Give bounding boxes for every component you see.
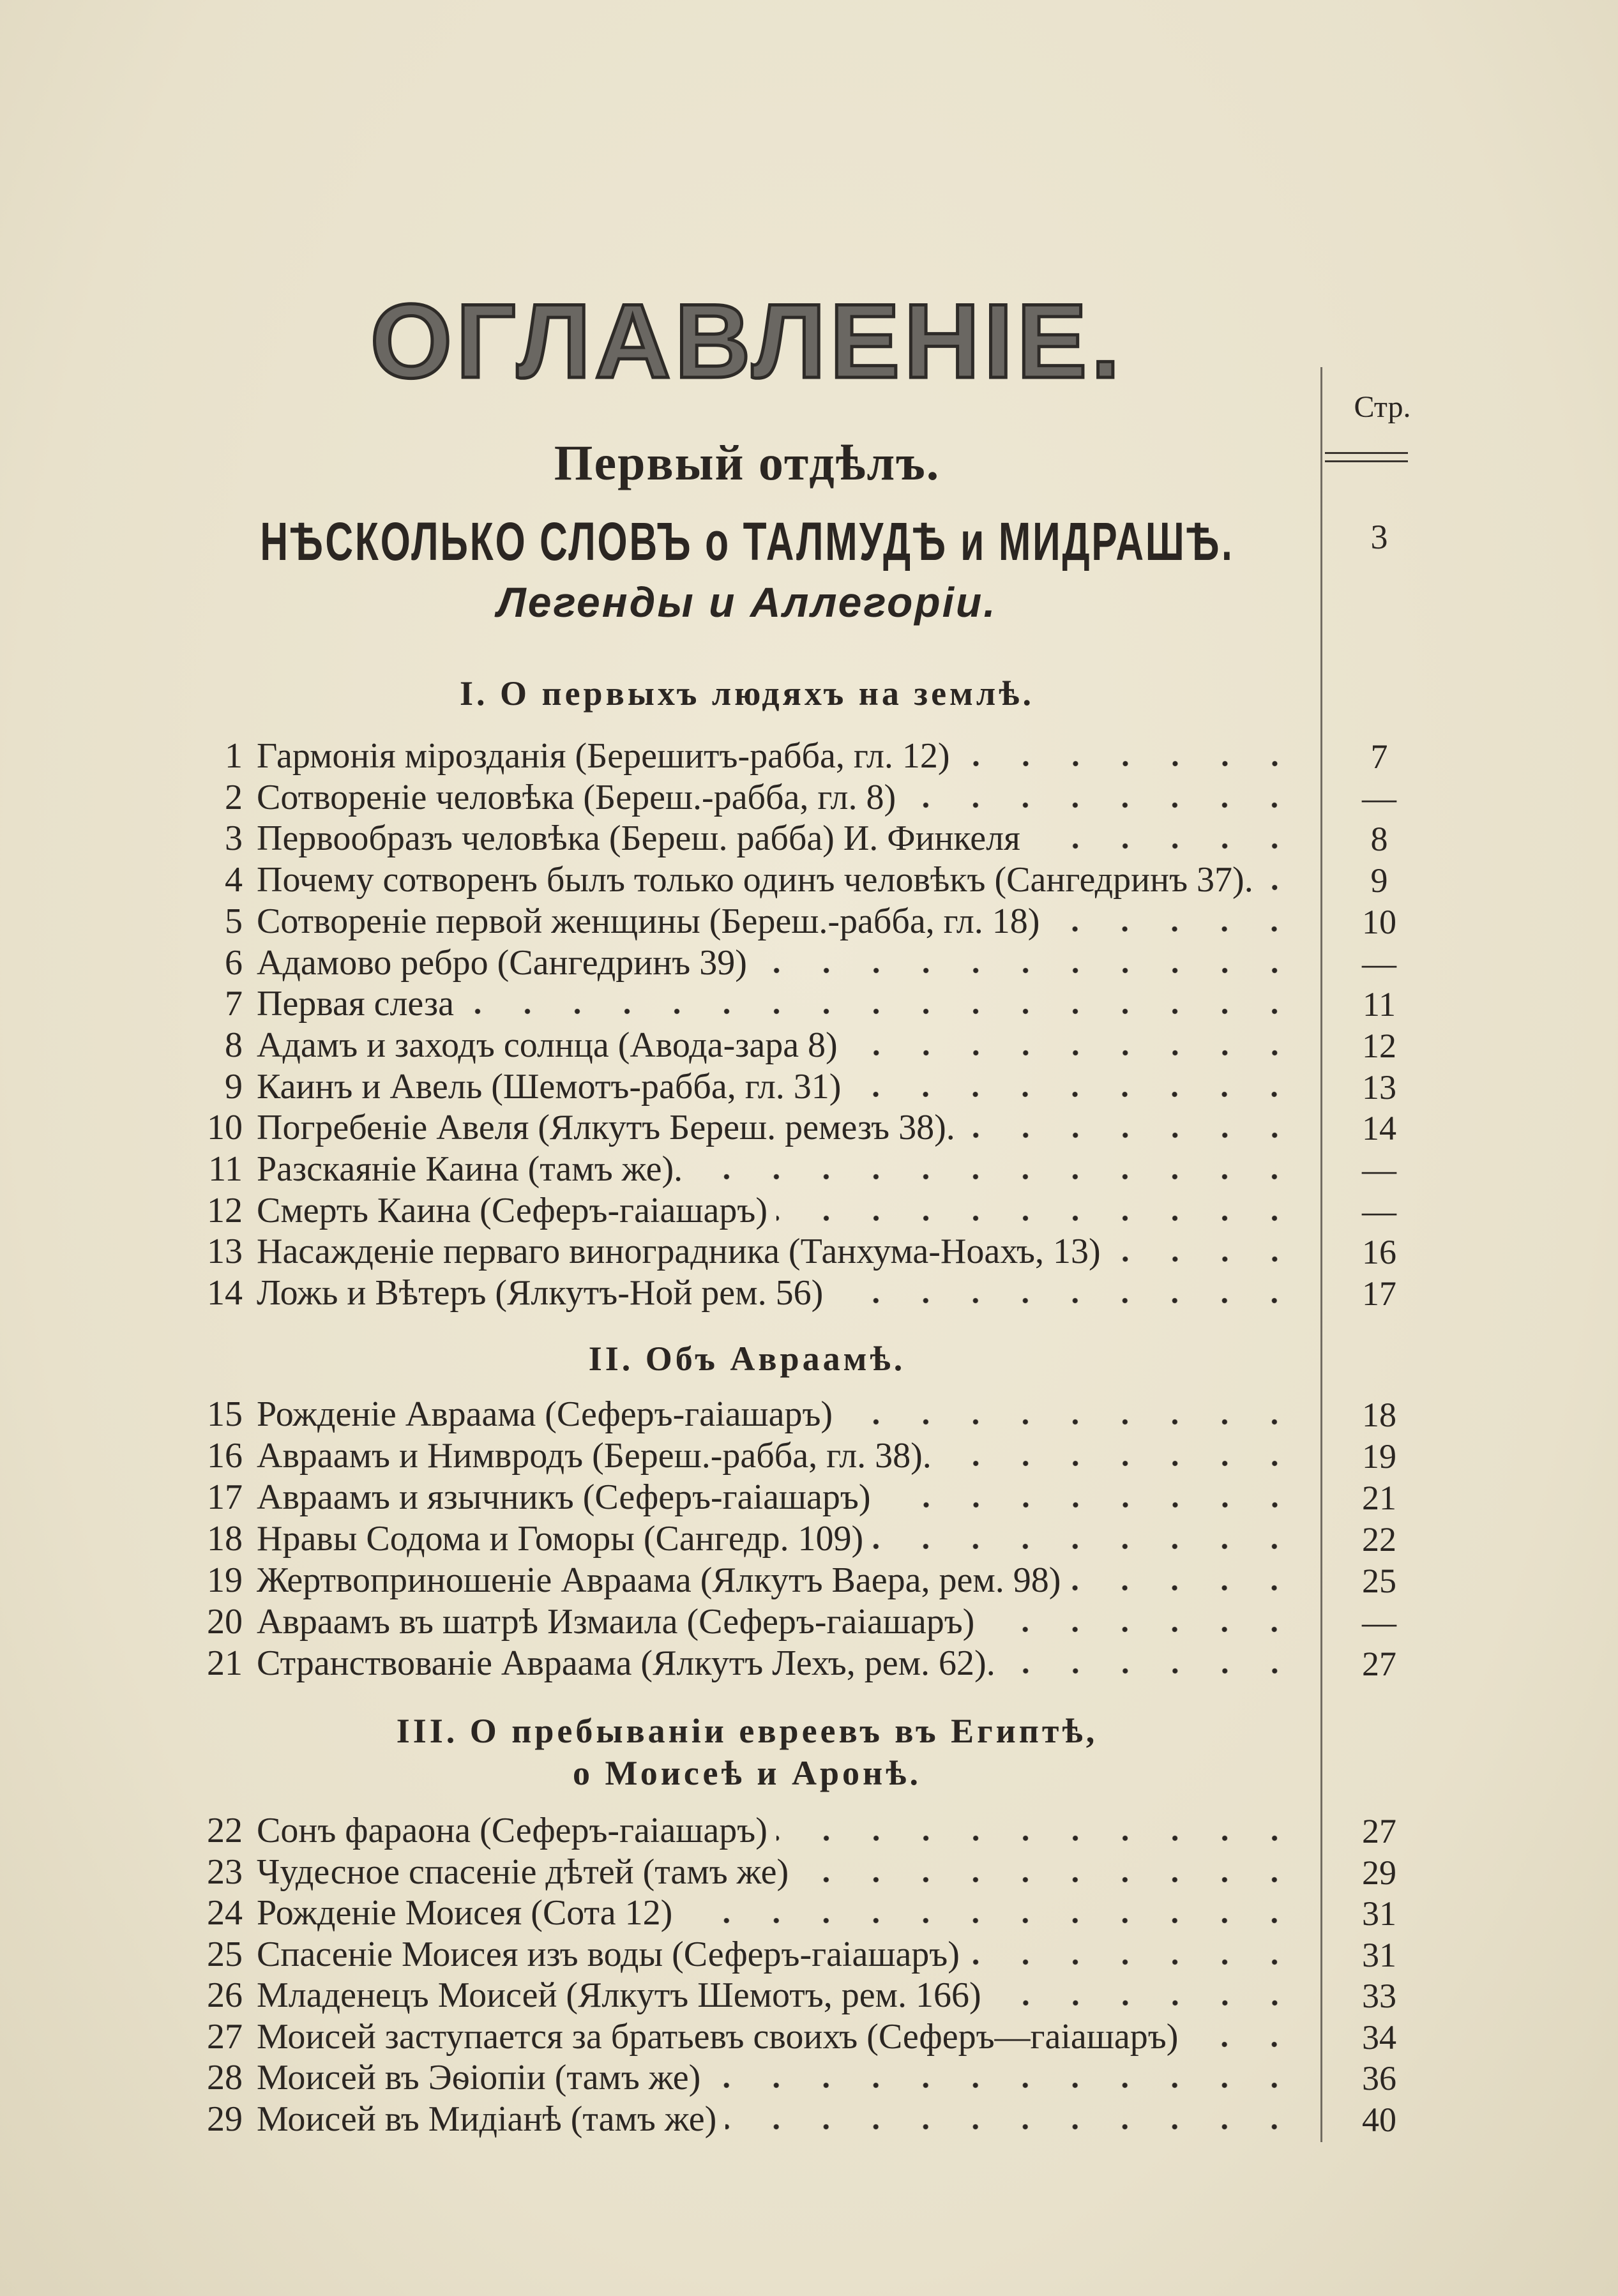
dot-leader — [709, 2080, 1299, 2090]
dot-leader — [798, 1875, 1299, 1885]
toc-entry — [172, 1477, 1299, 1518]
dot-leader — [776, 1833, 1299, 1843]
page-column-label: Стр. — [1354, 390, 1411, 424]
toc-entry — [172, 2016, 1299, 2057]
dot-leader — [692, 1172, 1299, 1182]
dot-leader — [1262, 882, 1299, 893]
entry-page-number: 34 — [1362, 2018, 1396, 2057]
entry-title: Первообразъ человѣка (Береш. рабба) И. Финкеля — [257, 819, 1020, 859]
entry-title: Сотвореніе человѣка (Береш.-рабба, гл. 8) — [257, 777, 896, 817]
entry-number: 25 — [207, 1934, 243, 1974]
entry-number: 4 — [225, 860, 243, 900]
entry-number: 6 — [225, 942, 243, 983]
toc-entry — [172, 1934, 1299, 1975]
entry-title: Спасеніе Моисея изъ воды (Сеферъ-гаіашаръ) — [257, 1934, 960, 1974]
entry-page-number: 22 — [1362, 1520, 1396, 1559]
dot-leader — [964, 1130, 1299, 1140]
entry-number: 17 — [207, 1477, 243, 1517]
entry-title: Адамово ребро (Сангедринъ 39) — [257, 942, 747, 983]
entry-title: Первая слеза — [257, 984, 454, 1024]
entry-title: Почему сотворенъ былъ только одинъ человѣкъ (Сангедринъ 37). — [257, 860, 1253, 900]
entry-title: Насажденіе перваго виноградника (Танхума-Ноахъ, 13) — [257, 1232, 1101, 1272]
dot-leader — [1110, 1254, 1299, 1264]
entry-title: Моисей заступается за братьевъ своихъ (Сеферъ—гаіашаръ) — [257, 2016, 1179, 2057]
entry-page-number: 27 — [1362, 1645, 1396, 1683]
entry-page-number: — — [1362, 1603, 1396, 1642]
toc-entry — [172, 777, 1299, 818]
page-title: ОГЛАВЛЕНІЕ. — [370, 282, 1124, 400]
entry-page-number: 10 — [1362, 902, 1396, 941]
entry-title: Нравы Содома и Гоморы (Сангедр. 109) — [257, 1519, 864, 1559]
dot-leader — [983, 1624, 1299, 1635]
entry-number: 2 — [225, 777, 243, 817]
toc-entry — [172, 1852, 1299, 1892]
toc-entry — [172, 1560, 1299, 1601]
entry-number: 15 — [207, 1394, 243, 1434]
toc-entry — [172, 1518, 1299, 1559]
entry-number: 14 — [207, 1273, 243, 1313]
toc-entry — [172, 901, 1299, 942]
toc-entry — [172, 983, 1299, 1024]
entry-title: Авраамъ и язычникъ (Сеферъ-гаіашаръ) — [257, 1477, 871, 1517]
entry-title: Смерть Каина (Сеферъ-гаіашаръ) — [257, 1190, 767, 1230]
entry-number: 22 — [207, 1811, 243, 1850]
toc-entry — [172, 1394, 1299, 1435]
entry-number: 13 — [207, 1232, 243, 1272]
entry-page-number: 16 — [1362, 1233, 1396, 1272]
entry-page-number: — — [1362, 1151, 1396, 1189]
entry-page-number: 40 — [1362, 2100, 1396, 2139]
section-title: о Моисеѣ и Аронѣ. — [572, 1754, 922, 1792]
entry-page-number: — — [1362, 778, 1396, 817]
dot-leader — [725, 2122, 1299, 2132]
toc-entry — [172, 1892, 1299, 1933]
entry-title: Странствованіе Авраама (Ялкутъ Лехъ, рем. 62). — [257, 1643, 995, 1683]
dot-leader — [872, 1541, 1299, 1552]
entry-page-number: 25 — [1362, 1562, 1396, 1600]
entry-page-number: 7 — [1370, 737, 1388, 776]
entry-page-number: 12 — [1362, 1026, 1396, 1065]
toc-entry — [172, 1190, 1299, 1231]
entry-page-number: 11 — [1363, 985, 1396, 1024]
entry-page-number: — — [1362, 944, 1396, 983]
entry-title: Разскаяніе Каина (тамъ же). — [257, 1149, 683, 1189]
section-title: III. О пребываніи евреевъ въ Египтѣ, — [396, 1712, 1098, 1750]
heading-page-number: 3 — [1370, 518, 1388, 556]
toc-entry — [172, 736, 1299, 776]
entry-number: 1 — [225, 736, 243, 776]
entry-number: 12 — [207, 1190, 243, 1230]
heading: НѢСКОЛЬКО СЛОВЪ о ТАЛМУДѢ и МИДРАШѢ. — [260, 511, 1234, 571]
toc-entry — [172, 942, 1299, 983]
toc-entry — [172, 2099, 1299, 2140]
toc-entry — [172, 1231, 1299, 1272]
entry-number: 7 — [225, 984, 243, 1024]
entry-number: 28 — [207, 2058, 243, 2097]
dot-leader — [941, 1458, 1299, 1469]
entry-page-number: 31 — [1362, 1894, 1396, 1933]
entry-number: 11 — [208, 1149, 243, 1189]
entry-number: 27 — [207, 2016, 243, 2057]
entry-title: Погребеніе Авеля (Ялкутъ Береш. ремезъ 38). — [257, 1108, 955, 1148]
page-column-rule — [1320, 367, 1322, 2142]
toc-entry — [172, 818, 1299, 859]
section-title: II. Объ Авраамѣ. — [588, 1340, 906, 1378]
entry-title: Рожденіе Авраама (Сеферъ-гаіашаръ) — [257, 1394, 833, 1434]
dot-leader — [847, 1048, 1299, 1058]
dot-leader — [1070, 1583, 1299, 1593]
entry-page-number: 14 — [1362, 1109, 1396, 1148]
toc-entry — [172, 1810, 1299, 1851]
subheading: Легенды и Аллегоріи. — [497, 578, 997, 626]
entry-number: 18 — [207, 1519, 243, 1559]
entry-page-number: 27 — [1362, 1812, 1396, 1850]
toc-entry — [172, 1025, 1299, 1066]
entry-number: 10 — [207, 1108, 243, 1148]
dot-leader — [776, 1213, 1299, 1223]
entry-number: 23 — [207, 1852, 243, 1892]
entry-page-number: 31 — [1362, 1935, 1396, 1974]
toc-entry — [172, 2057, 1299, 2098]
entry-number: 19 — [207, 1560, 243, 1600]
entry-page-number: 19 — [1362, 1437, 1396, 1476]
entry-page-number: 36 — [1362, 2059, 1396, 2097]
entry-title: Младенецъ Моисей (Ялкутъ Шемотъ, рем. 166) — [257, 1975, 981, 2015]
toc-entry — [172, 1107, 1299, 1148]
entry-title: Жертвоприношеніе Авраама (Ялкутъ Ваера, рем. 98) — [257, 1560, 1061, 1600]
entry-page-number: — — [1362, 1191, 1396, 1230]
entry-number: 24 — [207, 1893, 243, 1933]
dot-leader — [969, 1957, 1299, 1967]
toc-entry — [172, 1643, 1299, 1684]
dot-leader — [832, 1295, 1299, 1306]
dot-leader — [959, 759, 1299, 769]
toc-entry — [172, 1066, 1299, 1107]
entry-title: Авраамъ и Нимвродъ (Береш.-рабба, гл. 38). — [257, 1436, 932, 1476]
section-title: I. О первыхъ людяхъ на землѣ. — [459, 674, 1035, 713]
entry-title: Сонъ фараона (Сеферъ-гаіашаръ) — [257, 1811, 767, 1850]
entry-title: Адамъ и заходъ солнца (Авода-зара 8) — [257, 1025, 838, 1065]
entry-number: 9 — [225, 1066, 243, 1106]
entry-number: 5 — [225, 901, 243, 941]
entry-number: 16 — [207, 1436, 243, 1476]
entry-number: 29 — [207, 2099, 243, 2139]
dot-leader — [463, 1006, 1299, 1016]
dot-leader — [990, 1998, 1299, 2008]
toc-entry — [172, 1435, 1299, 1476]
entry-title: Сотвореніе первой женщины (Береш.-рабба, гл. 18) — [257, 901, 1040, 941]
dot-leader — [681, 1915, 1299, 1926]
dot-leader — [1004, 1666, 1299, 1676]
dot-leader — [880, 1500, 1299, 1510]
entry-number: 26 — [207, 1975, 243, 2015]
entry-title: Моисей въ Мидіанѣ (тамъ же) — [257, 2099, 717, 2139]
entry-page-number: 21 — [1362, 1479, 1396, 1517]
entry-title: Рожденіе Моисея (Сота 12) — [257, 1893, 673, 1933]
entry-page-number: 18 — [1362, 1396, 1396, 1434]
entry-number: 20 — [207, 1602, 243, 1642]
toc-entry — [172, 1975, 1299, 2016]
entry-title: Моисей въ Эѳіопіи (тамъ же) — [257, 2058, 701, 2097]
dot-leader — [905, 800, 1299, 810]
toc-entry — [172, 859, 1299, 900]
entry-number: 8 — [225, 1025, 243, 1065]
entry-number: 21 — [207, 1643, 243, 1683]
entry-page-number: 9 — [1370, 861, 1388, 900]
dot-leader — [1029, 841, 1299, 851]
entry-title: Каинъ и Авель (Шемотъ-рабба, гл. 31) — [257, 1066, 842, 1106]
dot-leader — [842, 1417, 1299, 1427]
entry-page-number: 17 — [1362, 1274, 1396, 1313]
toc-entry — [172, 1601, 1299, 1642]
toc-entry — [172, 1273, 1299, 1313]
toc-entry — [172, 1149, 1299, 1190]
entry-title: Гармонія мірозданія (Берешитъ-рабба, гл. 12) — [257, 736, 950, 776]
dot-leader — [850, 1089, 1299, 1099]
entry-number: 3 — [225, 819, 243, 859]
entry-title: Авраамъ въ шатрѣ Измаила (Сеферъ-гаіашаръ) — [257, 1602, 975, 1642]
entry-page-number: 8 — [1370, 820, 1388, 859]
entry-title: Ложь и Вѣтеръ (Ялкутъ-Ной рем. 56) — [257, 1273, 824, 1313]
entry-page-number: 33 — [1362, 1977, 1396, 2015]
entry-page-number: 13 — [1362, 1068, 1396, 1106]
dot-leader — [756, 965, 1299, 976]
entry-page-number: 29 — [1362, 1853, 1396, 1892]
part-title: Первый отдѣлъ. — [554, 435, 941, 490]
dot-leader — [1187, 2039, 1299, 2050]
entry-title: Чудесное спасеніе дѣтей (тамъ же) — [257, 1852, 789, 1892]
dot-leader — [1048, 924, 1299, 934]
